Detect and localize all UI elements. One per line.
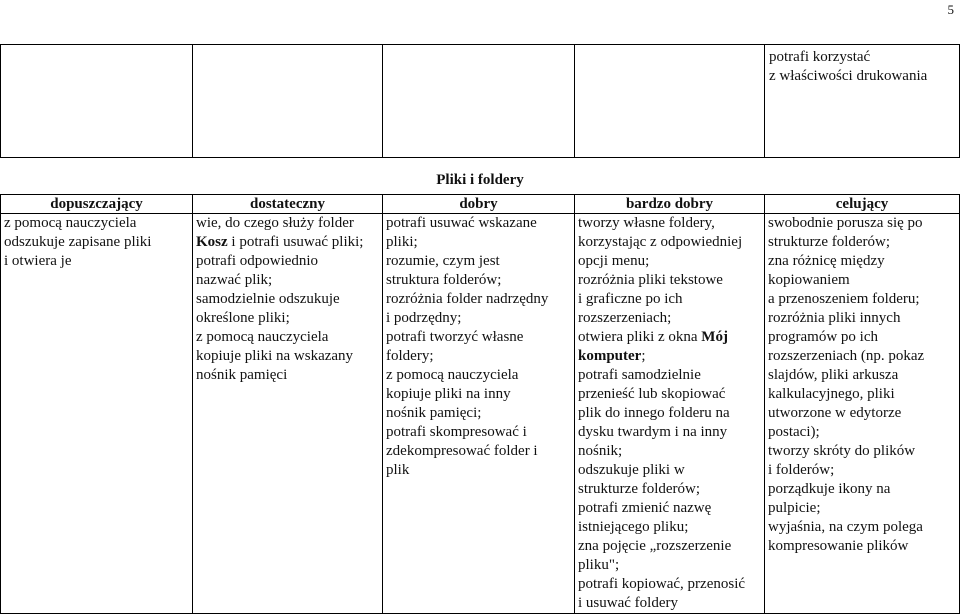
dobry-line: potrafi usuwać wskazane	[386, 215, 537, 231]
dobry-line: kopiuje pliki na inny	[386, 386, 511, 402]
dostateczny-line: nazwać plik;	[196, 272, 273, 288]
header-dobry: dobry	[383, 195, 575, 214]
celujacy-line: kopiowaniem	[768, 272, 850, 288]
celujacy-line: i folderów;	[768, 462, 835, 478]
celujacy-line: strukturze folderów;	[768, 234, 891, 250]
bardzo-dobry-line: i usuwać foldery	[578, 595, 678, 611]
header-dopuszczajacy: dopuszczający	[1, 195, 193, 214]
bardzo-dobry-line: nośnik;	[578, 443, 623, 459]
celujacy-line: kompresowanie plików	[768, 538, 909, 554]
bardzo-dobry-line: istniejącego pliku;	[578, 519, 689, 535]
dostateczny-line: z pomocą nauczyciela	[196, 329, 329, 345]
bardzo-dobry-line: odszukuje pliki w	[578, 462, 685, 478]
cell-bardzo-dobry	[575, 214, 765, 614]
dobry-line: zdekompresować folder i	[386, 443, 538, 459]
dostateczny-line: nośnik pamięci	[196, 367, 288, 383]
celujacy-line: pulpicie;	[768, 500, 821, 516]
top-table-fragment	[0, 44, 960, 158]
okno-suffix: ;	[641, 348, 646, 364]
cell-dopuszczajacy	[1, 214, 193, 614]
bardzo-dobry-line: plik do innego folderu na	[578, 405, 730, 421]
celujacy-line: porządkuje ikony na	[768, 481, 891, 497]
dopuszczajacy-line: i otwiera je	[4, 253, 72, 269]
kosz-term: Kosz	[196, 234, 228, 250]
dobry-line: i podrzędny;	[386, 310, 462, 326]
dobry-line: struktura folderów;	[386, 272, 502, 288]
celujacy-line: swobodnie porusza się po	[768, 215, 923, 231]
okno-prefix: otwiera pliki z okna	[578, 329, 702, 345]
celujacy-line: kalkulacyjnego, pliki	[768, 386, 895, 402]
page-number: 5	[947, 2, 954, 17]
dostateczny-line	[196, 233, 379, 252]
bardzo-dobry-line: pliku";	[578, 557, 620, 573]
bardzo-dobry-line: korzystając z odpowiedniej	[578, 234, 743, 250]
bardzo-dobry-line: strukturze folderów;	[578, 481, 701, 497]
cell-celujacy	[765, 214, 960, 614]
dobry-line: plik	[386, 462, 410, 478]
bardzo-dobry-line: tworzy własne foldery,	[578, 215, 715, 231]
dobry-line: rozumie, czym jest	[386, 253, 500, 269]
dostateczny-line: kopiuje pliki na wskazany	[196, 348, 354, 364]
bardzo-dobry-line: dysku twardym i na inny	[578, 424, 728, 440]
bardzo-dobry-line: rozszerzeniach;	[578, 310, 672, 326]
dobry-line: nośnik pamięci;	[386, 405, 482, 421]
top-cell-3	[383, 45, 575, 158]
bardzo-dobry-line: potrafi samodzielnie	[578, 367, 701, 383]
bardzo-dobry-line: rozróżnia pliki tekstowe	[578, 272, 723, 288]
celujacy-line: programów po ich	[768, 329, 878, 345]
cell-dobry	[383, 214, 575, 614]
header-dostateczny: dostateczny	[193, 195, 383, 214]
dobry-line: potrafi skompresować i	[386, 424, 527, 440]
bardzo-dobry-line: potrafi zmienić nazwę	[578, 500, 712, 516]
header-bardzo-dobry: bardzo dobry	[575, 195, 765, 214]
top-cell-5-text: potrafi korzystać z właściwości drukowania	[769, 49, 928, 84]
komputer-term: komputer	[578, 348, 642, 364]
top-cell-1	[1, 45, 193, 158]
bardzo-dobry-line: i graficzne po ich	[578, 291, 683, 307]
dobry-line: potrafi tworzyć własne	[386, 329, 524, 345]
moj-term: Mój	[701, 329, 728, 345]
bardzo-dobry-line	[578, 347, 761, 366]
bardzo-dobry-line: potrafi kopiować, przenosić	[578, 576, 746, 592]
header-celujacy: celujący	[765, 195, 960, 214]
dobry-line: foldery;	[386, 348, 434, 364]
top-table-row	[1, 45, 960, 158]
dobry-line: rozróżnia folder nadrzędny	[386, 291, 549, 307]
celujacy-line: utworzone w edytorze	[768, 405, 902, 421]
bardzo-dobry-line: opcji menu;	[578, 253, 650, 269]
dobry-line: z pomocą nauczyciela	[386, 367, 519, 383]
grade-header-row	[1, 195, 960, 214]
celujacy-line: slajdów, pliki arkusza	[768, 367, 899, 383]
dostateczny-line: potrafi odpowiednio	[196, 253, 319, 269]
bardzo-dobry-line: przenieść lub skopiować	[578, 386, 726, 402]
celujacy-line: zna różnicę między	[768, 253, 885, 269]
dopuszczajacy-line: z pomocą nauczyciela	[4, 215, 137, 231]
grade-content-row	[1, 214, 960, 614]
dostateczny-line-rest: i potrafi usuwać pliki;	[227, 234, 364, 250]
top-cell-5	[765, 45, 960, 158]
top-cell-4	[575, 45, 765, 158]
celujacy-line: a przenoszeniem folderu;	[768, 291, 920, 307]
dobry-line: pliki;	[386, 234, 418, 250]
bardzo-dobry-line	[578, 328, 761, 347]
top-cell-2	[193, 45, 383, 158]
celujacy-line: rozszerzeniach (np. pokaz	[768, 348, 925, 364]
dostateczny-line: samodzielnie odszukuje	[196, 291, 340, 307]
celujacy-line: tworzy skróty do plików	[768, 443, 916, 459]
grade-table	[0, 194, 960, 614]
celujacy-line: postaci);	[768, 424, 820, 440]
section-title: Pliki i foldery	[436, 172, 524, 188]
dopuszczajacy-line: odszukuje zapisane pliki	[4, 234, 152, 250]
celujacy-line: rozróżnia pliki innych	[768, 310, 901, 326]
celujacy-line: wyjaśnia, na czym polega	[768, 519, 923, 535]
bardzo-dobry-line: zna pojęcie „rozszerzenie	[578, 538, 732, 554]
cell-dostateczny	[193, 214, 383, 614]
dostateczny-line: wie, do czego służy folder	[196, 215, 354, 231]
dostateczny-line: określone pliki;	[196, 310, 290, 326]
